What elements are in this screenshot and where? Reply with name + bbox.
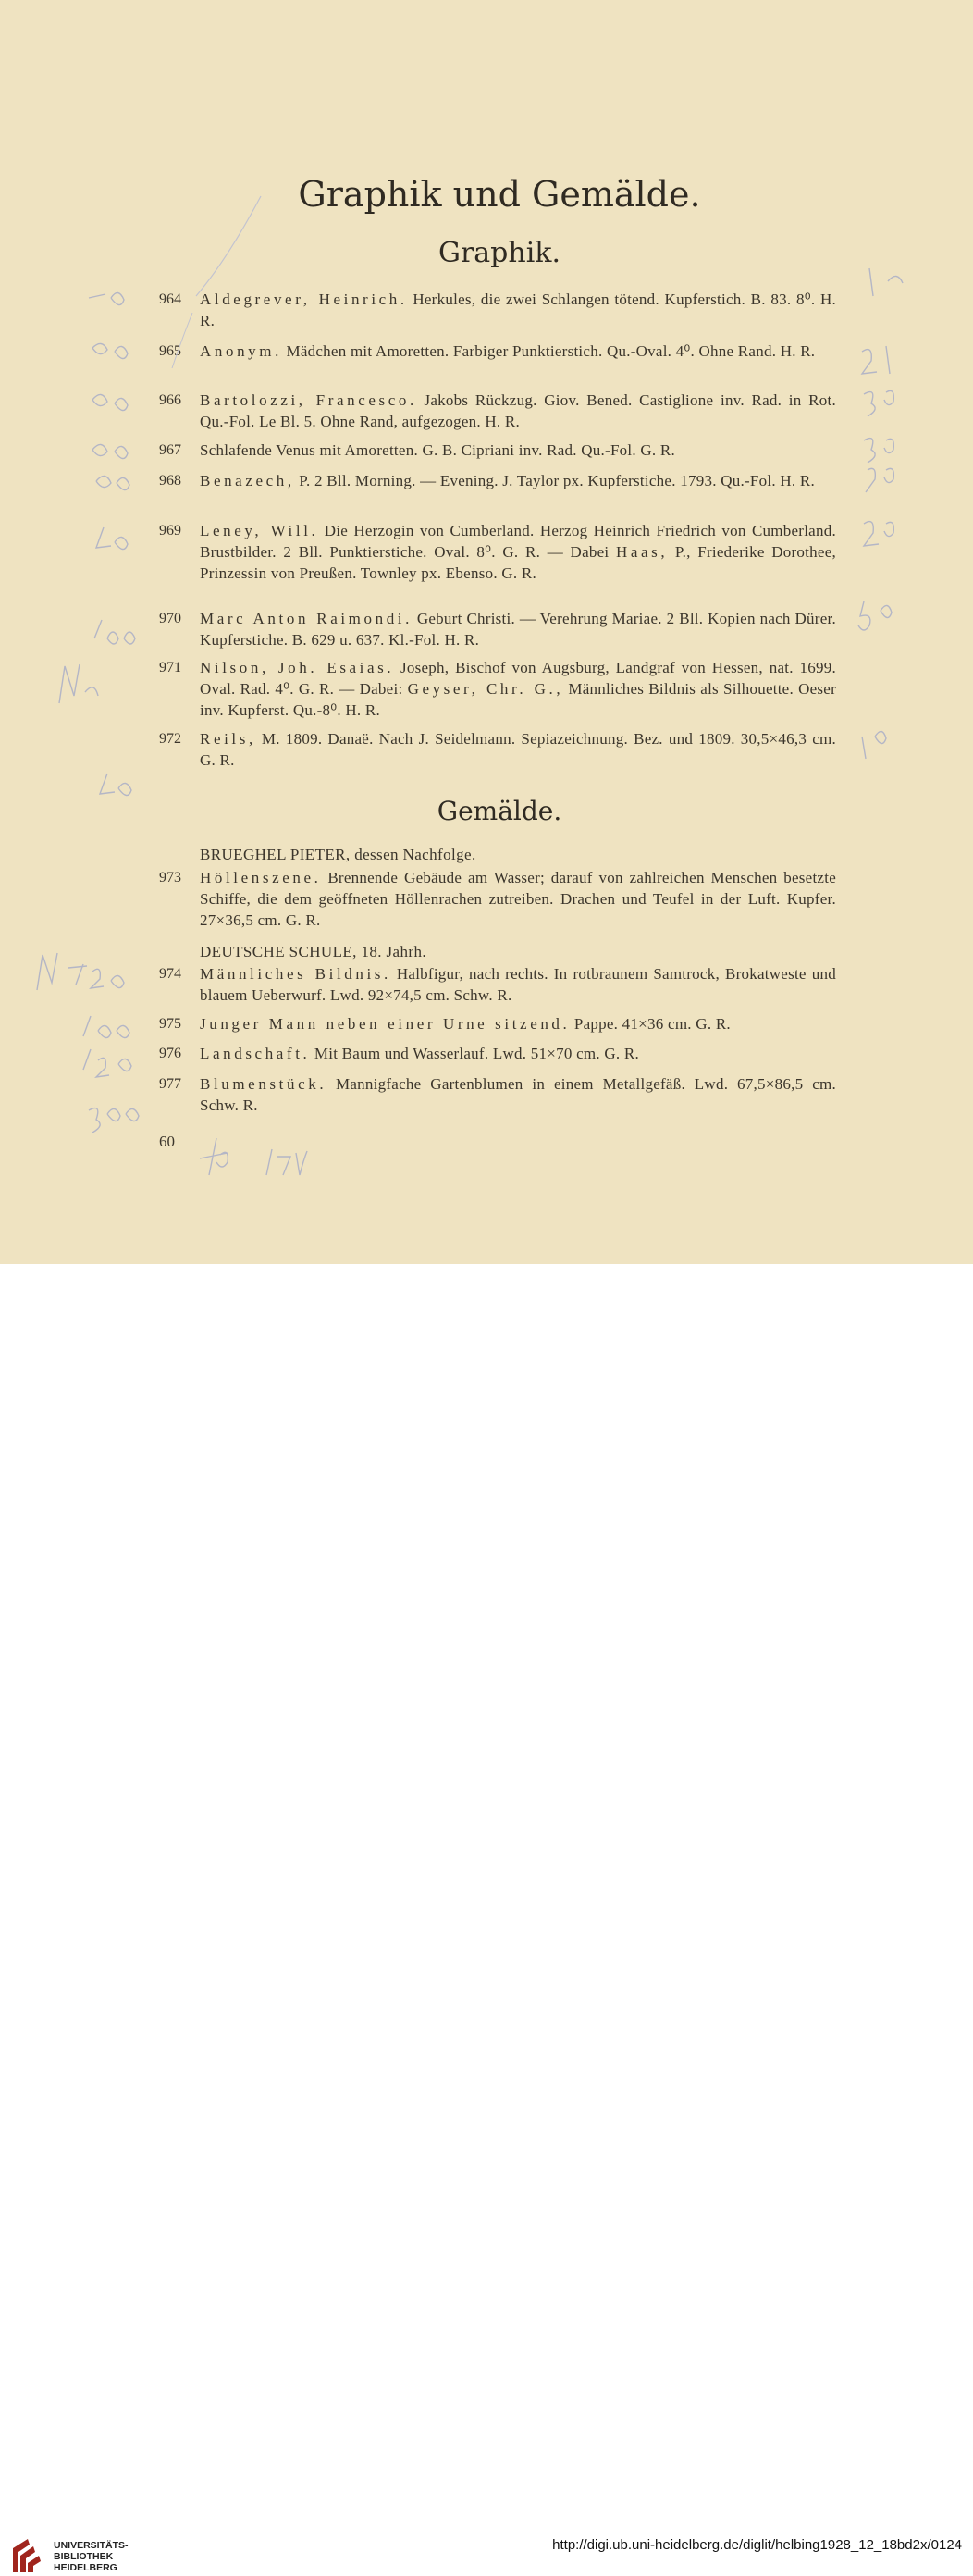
entry-description: Mädchen mit Amoretten. Farbiger Punktierstich. Qu.-Oval. 4⁰. Ohne Rand. H. R. [281, 342, 816, 360]
entry-description: Joseph, Bischof von Augsburg, Landgraf von Hessen, nat. 1699. Oval. Rad. 4⁰. G. R. — Dabei: [200, 659, 837, 698]
entry-description: Halbfigur, nach rechts. In rotbraunem Samtrock, Brokatweste und blauem Ueberwurf. Lwd. 92×74,5 cm. Schw. R. [200, 965, 836, 1004]
entry-text [200, 1013, 836, 1034]
entry-name: Männliches Bildnis. [200, 965, 391, 983]
entry-description: P. 2 Bll. Morning. — Evening. J. Taylor px. Kupferstiche. 1793. Qu.-Fol. H. R. [294, 472, 815, 489]
footer [0, 1264, 973, 2573]
lot-number: 966 [159, 392, 181, 408]
entry-name: Blumenstück. [200, 1075, 327, 1093]
entry-text [200, 341, 836, 362]
entry-description: Geburt Christi. — Verehrung Mariae. 2 Bll. Kopien nach Dürer. Kupferstiche. B. 629 u. 637. Kl.-Fol. H. R. [200, 610, 836, 649]
lot-number: 975 [159, 1016, 181, 1032]
lot-number: 970 [159, 611, 181, 626]
entry-description: Pappe. 41×36 cm. G. R. [570, 1015, 731, 1033]
section-heading-graphik: Graphik. [437, 237, 561, 269]
lot-number: 967 [159, 442, 181, 458]
scanned-page [0, 0, 973, 1264]
entry-description: M. 1809. Danaë. Nach J. Seidelmann. Sepiazeichnung. Bez. und 1809. 30,5×46,3 cm. G. R. [200, 730, 836, 769]
lot-number: 969 [159, 523, 181, 539]
entry-name: Reils, [200, 730, 256, 748]
entry-description: Mit Baum und Wasserlauf. Lwd. 51×70 cm. G. R. [310, 1045, 639, 1062]
entry-name: Benazech, [200, 472, 295, 489]
entry-name: Marc Anton Raimondi. [200, 610, 413, 627]
lot-number: 964 [159, 291, 181, 307]
entry-name: Junger Mann neben einer Urne sitzend. [200, 1015, 571, 1033]
lot-number: 973 [159, 870, 181, 886]
entry-name: Höllenszene. [200, 869, 322, 886]
entry-text [200, 608, 836, 650]
lot-number: 965 [159, 343, 181, 359]
entry-description-secondary: P., Friederike Dorothee, Prinzessin von Preußen. Townley px. Ebenso. G. R. [200, 543, 836, 582]
entry-text [200, 728, 836, 771]
entry-description: Mannigfache Gartenblumen in einem Metallgefäß. Lwd. 67,5×86,5 cm. Schw. R. [200, 1075, 836, 1114]
entry-text [200, 867, 836, 931]
library-name: UNIVERSITÄTS- BIBLIOTHEK HEIDELBERG [54, 2540, 129, 2573]
lot-number: 974 [159, 966, 181, 982]
library-logo-icon [9, 2535, 48, 2576]
lot-number: 968 [159, 473, 181, 489]
entry-text [200, 440, 836, 461]
lot-number: 971 [159, 660, 181, 675]
entry-text [200, 963, 836, 1006]
entry-description: Die Herzogin von Cumberland. Herzog Heinrich Friedrich von Cumberland. Brustbilder. 2 Bll. Punktierstiche. Oval. 8⁰. G. R. — Dabei [200, 522, 836, 561]
entry-name: Nilson, Joh. Esaias. [200, 659, 395, 676]
entry-text [200, 470, 836, 491]
source-url-link[interactable]: http://digi.ub.uni-heidelberg.de/diglit/helbing1928_12_18bd2x/0124 [552, 2537, 962, 2553]
entry-name: Leney, Will. [200, 522, 319, 539]
entry-text [200, 289, 836, 331]
entry-text [200, 657, 836, 721]
entry-description: Brennende Gebäude am Wasser; darauf von zahlreichen Menschen besetzte Schiffe, die dem geöffneten Höllenrachen zutreiben. Drachen und Teufel in der Luft. Kupfer. 27×36,5 cm. G. R. [200, 869, 836, 929]
lot-number: 976 [159, 1046, 181, 1061]
section-heading-gemaelde: Gemälde. [437, 796, 562, 826]
entry-name-secondary: Geyser, Chr. G., [407, 680, 564, 698]
entry-text [200, 1073, 836, 1116]
entry-name: Anonym. [200, 342, 282, 360]
lot-number: 972 [159, 731, 181, 747]
entry-description: Schlafende Venus mit Amoretten. G. B. Cipriani inv. Rad. Qu.-Fol. G. R. [200, 441, 676, 459]
artist-header: BRUEGHEL PIETER, dessen Nachfolge. [200, 846, 476, 863]
main-title: Graphik und Gemälde. [298, 174, 701, 215]
entry-name: Landschaft. [200, 1045, 311, 1062]
entry-description: Herkules, die zwei Schlangen tötend. Kupferstich. B. 83. 8⁰. H. R. [200, 291, 836, 329]
entry-text [200, 1043, 836, 1064]
entry-description: Jakobs Rückzug. Giov. Bened. Castiglione inv. Rad. in Rot. Qu.-Fol. Le Bl. 5. Ohne Rand, aufgezogen. H. R. [200, 391, 836, 430]
entry-description-secondary: Männliches Bildnis als Silhouette. Oeser inv. Kupferst. Qu.-8⁰. H. R. [200, 680, 836, 719]
lot-number: 977 [159, 1076, 181, 1092]
entry-name-secondary: Haas, [616, 543, 669, 561]
page-number: 60 [159, 1133, 175, 1150]
entry-name: Aldegrever, Heinrich. [200, 291, 408, 308]
entry-name: Bartolozzi, Francesco. [200, 391, 417, 409]
entry-text [200, 520, 836, 584]
entry-text [200, 390, 836, 432]
artist-header: DEUTSCHE SCHULE, 18. Jahrh. [200, 943, 427, 960]
